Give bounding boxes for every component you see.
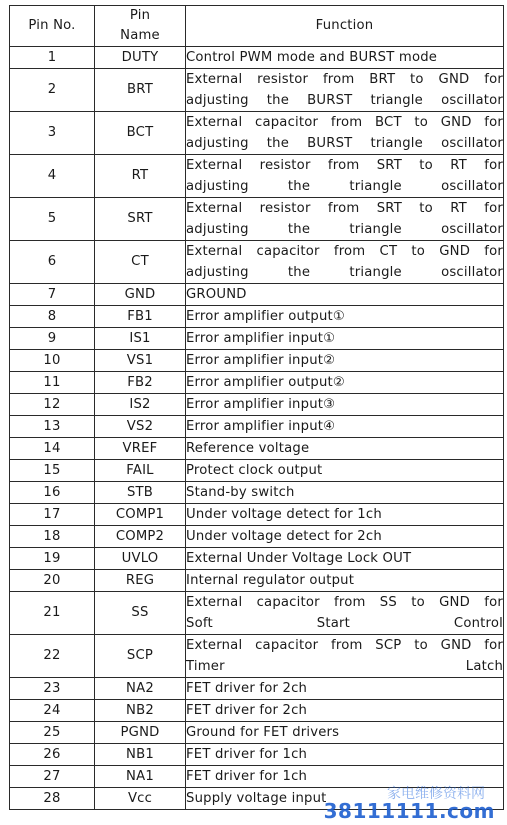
- pin-function-cell: Under voltage detect for 2ch: [186, 526, 504, 548]
- pin-number-cell: 12: [10, 394, 95, 416]
- table-row: [10, 504, 504, 526]
- pin-number-cell: 11: [10, 372, 95, 394]
- pin-number-cell: 3: [10, 112, 95, 155]
- pin-number-cell: 15: [10, 460, 95, 482]
- pin-name-cell: NA1: [95, 766, 186, 788]
- pin-number-cell: 17: [10, 504, 95, 526]
- pin-number-cell: 6: [10, 241, 95, 284]
- pin-function-cell: Error amplifier input③: [186, 394, 504, 416]
- table-header-row: [10, 6, 504, 47]
- table-row: [10, 155, 504, 198]
- table-row: [10, 744, 504, 766]
- pin-number-cell: 1: [10, 47, 95, 69]
- table-row: [10, 635, 504, 678]
- pin-number-cell: 23: [10, 678, 95, 700]
- pin-function-cell: FET driver for 2ch: [186, 700, 504, 722]
- pin-name-cell: DUTY: [95, 47, 186, 69]
- table-row: [10, 394, 504, 416]
- pin-name-cell: VS1: [95, 350, 186, 372]
- pin-name-cell: SCP: [95, 635, 186, 678]
- pin-name-cell: FB1: [95, 306, 186, 328]
- pin-name-cell: SRT: [95, 198, 186, 241]
- pin-name-cell: BRT: [95, 69, 186, 112]
- table-row: [10, 69, 504, 112]
- table-row: [10, 372, 504, 394]
- pin-name-cell: FB2: [95, 372, 186, 394]
- watermark-url: 38111111.com: [323, 799, 495, 823]
- pin-name-cell: FAIL: [95, 460, 186, 482]
- table-row: [10, 284, 504, 306]
- pin-name-cell: BCT: [95, 112, 186, 155]
- table-row: [10, 526, 504, 548]
- pin-function-cell: Error amplifier input①: [186, 328, 504, 350]
- pin-function-cell: FET driver for 1ch: [186, 766, 504, 788]
- pin-name-cell: IS1: [95, 328, 186, 350]
- table-row: [10, 306, 504, 328]
- pin-name-cell: NB1: [95, 744, 186, 766]
- pin-name-cell: VS2: [95, 416, 186, 438]
- pin-number-cell: 20: [10, 570, 95, 592]
- table-row: [10, 592, 504, 635]
- table-row: [10, 570, 504, 592]
- pin-function-sheet: [9, 5, 503, 810]
- pin-number-cell: 22: [10, 635, 95, 678]
- pin-number-cell: 7: [10, 284, 95, 306]
- pin-name-cell: STB: [95, 482, 186, 504]
- pin-name-cell: VREF: [95, 438, 186, 460]
- pin-function-cell: Error amplifier input④: [186, 416, 504, 438]
- pin-number-cell: 4: [10, 155, 95, 198]
- pin-number-cell: 13: [10, 416, 95, 438]
- pin-function-cell: FET driver for 2ch: [186, 678, 504, 700]
- table-row: [10, 788, 504, 810]
- table-row: [10, 678, 504, 700]
- pin-function-cell: External capacitor from BCT to GND for adjusting the BURST triangle oscillator: [186, 112, 504, 155]
- pin-function-cell: Reference voltage: [186, 438, 504, 460]
- pin-name-cell: SS: [95, 592, 186, 635]
- header-function: Function: [186, 6, 504, 47]
- header-pin-no: Pin No.: [10, 6, 95, 47]
- pin-number-cell: 9: [10, 328, 95, 350]
- pin-function-cell: Under voltage detect for 1ch: [186, 504, 504, 526]
- pin-number-cell: 25: [10, 722, 95, 744]
- pin-number-cell: 24: [10, 700, 95, 722]
- pin-number-cell: 27: [10, 766, 95, 788]
- pin-function-cell: External capacitor from SCP to GND for Timer Latch: [186, 635, 504, 678]
- pin-function-cell: Error amplifier input②: [186, 350, 504, 372]
- header-pin-name: [95, 6, 186, 47]
- pin-function-cell: Control PWM mode and BURST mode: [186, 47, 504, 69]
- table-row: [10, 482, 504, 504]
- pin-function-cell: Ground for FET drivers: [186, 722, 504, 744]
- pin-function-cell: Internal regulator output: [186, 570, 504, 592]
- table-row: [10, 198, 504, 241]
- pin-function-cell: Error amplifier output②: [186, 372, 504, 394]
- pin-number-cell: 19: [10, 548, 95, 570]
- pin-name-cell: NB2: [95, 700, 186, 722]
- pin-name-cell: UVLO: [95, 548, 186, 570]
- pin-name-cell: IS2: [95, 394, 186, 416]
- pin-name-cell: RT: [95, 155, 186, 198]
- table-row: [10, 416, 504, 438]
- table-body: [10, 47, 504, 810]
- pin-name-cell: COMP2: [95, 526, 186, 548]
- pin-number-cell: 21: [10, 592, 95, 635]
- pin-function-cell: External resistor from SRT to RT for adjusting the triangle oscillator: [186, 198, 504, 241]
- pin-function-cell: External capacitor from CT to GND for adjusting the triangle oscillator: [186, 241, 504, 284]
- table-row: [10, 47, 504, 69]
- pin-function-cell: External resistor from SRT to RT for adjusting the triangle oscillator: [186, 155, 504, 198]
- pin-number-cell: 16: [10, 482, 95, 504]
- pin-name-cell: Vcc: [95, 788, 186, 810]
- pin-number-cell: 5: [10, 198, 95, 241]
- pin-number-cell: 14: [10, 438, 95, 460]
- pin-number-cell: 10: [10, 350, 95, 372]
- table-row: [10, 722, 504, 744]
- table-row: [10, 766, 504, 788]
- watermark-site-name: 家电维修资料网: [387, 786, 485, 802]
- pin-number-cell: 18: [10, 526, 95, 548]
- pin-name-cell: NA2: [95, 678, 186, 700]
- table-row: [10, 112, 504, 155]
- pin-function-cell: External Under Voltage Lock OUT: [186, 548, 504, 570]
- pin-number-cell: 26: [10, 744, 95, 766]
- table-row: [10, 460, 504, 482]
- table-row: [10, 438, 504, 460]
- pin-function-cell: External capacitor from SS to GND for Soft Start Control: [186, 592, 504, 635]
- pin-function-cell: Protect clock output: [186, 460, 504, 482]
- pin-function-table: [9, 5, 504, 810]
- table-row: [10, 241, 504, 284]
- table-row: [10, 328, 504, 350]
- pin-function-cell: Error amplifier output①: [186, 306, 504, 328]
- pin-function-cell: GROUND: [186, 284, 504, 306]
- pin-name-cell: CT: [95, 241, 186, 284]
- pin-name-cell: COMP1: [95, 504, 186, 526]
- pin-function-cell: FET driver for 1ch: [186, 744, 504, 766]
- pin-name-cell: REG: [95, 570, 186, 592]
- pin-name-cell: GND: [95, 284, 186, 306]
- pin-function-cell: Stand-by switch: [186, 482, 504, 504]
- pin-number-cell: 8: [10, 306, 95, 328]
- pin-function-cell: Supply voltage input: [186, 788, 504, 810]
- table-row: [10, 548, 504, 570]
- pin-number-cell: 2: [10, 69, 95, 112]
- pin-function-cell: External resistor from BRT to GND for adjusting the BURST triangle oscillator: [186, 69, 504, 112]
- header-pin-name-text: Pin Name: [120, 8, 160, 43]
- pin-name-cell: PGND: [95, 722, 186, 744]
- pin-number-cell: 28: [10, 788, 95, 810]
- table-row: [10, 350, 504, 372]
- table-row: [10, 700, 504, 722]
